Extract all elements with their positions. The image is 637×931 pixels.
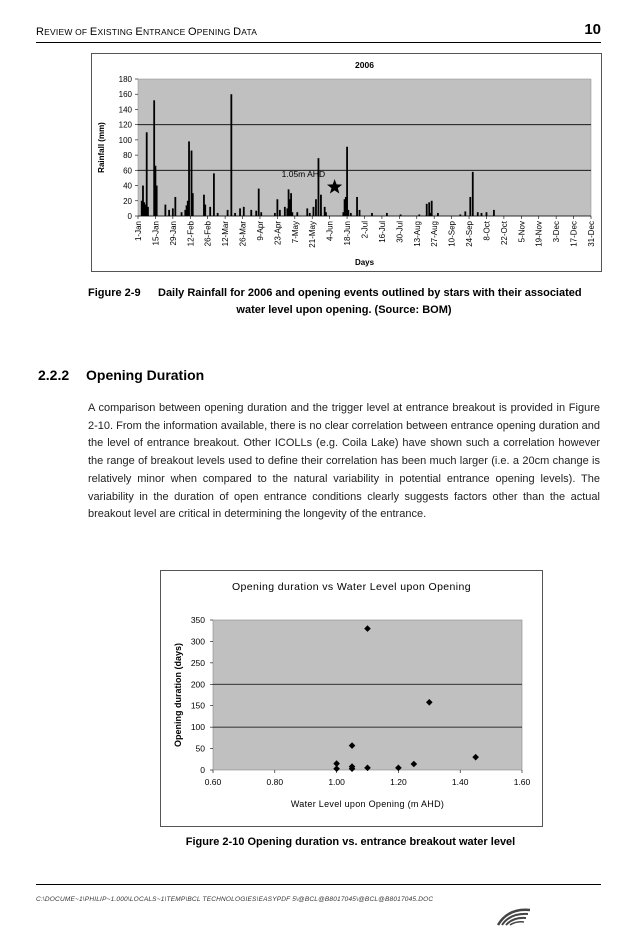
x-axis-label: Days bbox=[354, 258, 375, 267]
rainfall-bar bbox=[172, 208, 174, 216]
x-tick-label: 27-Aug bbox=[430, 221, 440, 247]
section-title: Opening Duration bbox=[86, 367, 205, 383]
rainfall-bar bbox=[291, 212, 293, 216]
figure-2-9-label: Figure 2-9 bbox=[88, 287, 141, 299]
x-tick-label: 9-Apr bbox=[255, 221, 265, 241]
x-tick-label: 2-Jul bbox=[360, 221, 370, 239]
y-tick-label: 0 bbox=[200, 765, 205, 775]
chart-title: 2006 bbox=[355, 60, 374, 70]
rainfall-bar bbox=[174, 197, 176, 216]
rainfall-bar bbox=[284, 207, 286, 216]
x-tick-label: 12-Mar bbox=[221, 221, 231, 247]
rainfall-bar bbox=[469, 197, 471, 216]
x-tick-label: 17-Dec bbox=[569, 221, 579, 247]
rainfall-bar bbox=[459, 214, 461, 216]
x-tick-label: 3-Dec bbox=[552, 221, 562, 243]
rainfall-bar bbox=[250, 210, 252, 216]
body-paragraph: A comparison between opening duration and the trigger level at entrance breakout is provided in Figure 2-10. From the information available, there is no clear correlation between entrance opening duration and the level of entrance breakout. Other ICOLLs (e.g. Coila Lake) have shown such a correlation however the range of breakout levels used to define their correlation has been much larger (i.e. a 20cm change is relatively minor when compared to the natural variability in potential entrance opening levels). The variability in the duration of open entrance conditions clearly suggests factors other than the actual breakout level are critical in determining the longevity of the entrance. bbox=[88, 402, 600, 521]
company-logo bbox=[496, 906, 532, 931]
rainfall-bar bbox=[486, 212, 488, 216]
x-tick-label: 23-Apr bbox=[273, 221, 283, 246]
rainfall-chart bbox=[91, 53, 602, 272]
rainfall-bar bbox=[318, 158, 320, 216]
y-tick-label: 0 bbox=[127, 212, 132, 221]
y-tick-label: 100 bbox=[118, 135, 132, 145]
rainfall-bar bbox=[146, 132, 148, 216]
rainfall-bar bbox=[209, 207, 211, 216]
rainfall-bar bbox=[192, 193, 194, 216]
x-tick-label: 1.60 bbox=[513, 777, 531, 787]
rainfall-bar bbox=[431, 201, 433, 216]
rainfall-bar bbox=[204, 205, 206, 216]
x-tick-label: 1.20 bbox=[390, 777, 407, 787]
rainfall-bar bbox=[426, 204, 428, 216]
rainfall-bar bbox=[227, 210, 229, 216]
x-tick-label: 22-Oct bbox=[499, 221, 509, 246]
x-tick-label: 19-Nov bbox=[534, 221, 544, 247]
y-tick-label: 140 bbox=[118, 105, 132, 115]
y-tick-label: 200 bbox=[190, 679, 205, 690]
rainfall-bar bbox=[472, 172, 474, 216]
rainfall-bar bbox=[386, 213, 388, 216]
x-tick-label: 12-Feb bbox=[186, 221, 196, 247]
running-header-title: REVIEW OF EXISTING ENTRANCE OPENING DATA bbox=[36, 26, 258, 38]
rainfall-bar bbox=[276, 199, 278, 216]
rainfall-bar bbox=[356, 197, 358, 216]
x-tick-label: 8-Oct bbox=[482, 221, 492, 241]
chart-title: Opening duration vs Water Level upon Opening bbox=[231, 581, 472, 593]
y-tick-label: 300 bbox=[190, 636, 205, 647]
opening-level-annotation: 1.05m AHD bbox=[281, 169, 326, 180]
figure-2-9-caption-line1: Daily Rainfall for 2006 and opening events outlined by stars with their associated bbox=[158, 287, 582, 299]
x-tick-label: 21-May bbox=[308, 221, 318, 248]
x-tick-label: 10-Sep bbox=[447, 221, 457, 247]
page-number: 10 bbox=[584, 21, 601, 38]
rainfall-bar bbox=[400, 214, 402, 216]
y-axis-label: Opening duration (days) bbox=[173, 642, 183, 748]
y-tick-label: 250 bbox=[190, 657, 205, 668]
rainfall-bar bbox=[313, 207, 315, 216]
x-tick-label: 29-Jan bbox=[168, 221, 178, 246]
header-divider bbox=[36, 42, 601, 43]
y-tick-label: 80 bbox=[123, 151, 132, 161]
rainfall-bar bbox=[188, 141, 190, 216]
rainfall-bar bbox=[306, 208, 308, 216]
x-tick-label: 26-Mar bbox=[238, 221, 248, 247]
rainfall-bar bbox=[255, 211, 257, 216]
rainfall-bar bbox=[371, 213, 373, 216]
x-tick-label: 18-Jun bbox=[343, 221, 353, 246]
x-tick-label: 5-Nov bbox=[517, 221, 527, 243]
rainfall-bar bbox=[477, 212, 479, 216]
x-tick-label: 0.60 bbox=[204, 777, 222, 787]
rainfall-bar bbox=[234, 213, 236, 216]
rainfall-bar bbox=[325, 212, 327, 216]
plot-area bbox=[138, 79, 591, 216]
y-tick-label: 150 bbox=[190, 700, 205, 711]
figure-2-9-caption-line2: water level upon opening. (Source: BOM) bbox=[236, 304, 452, 316]
footer-divider bbox=[36, 884, 601, 885]
rainfall-bar bbox=[315, 199, 317, 216]
y-tick-label: 20 bbox=[123, 196, 132, 206]
figure-2-9-caption bbox=[88, 285, 600, 319]
rainfall-bar bbox=[213, 173, 215, 216]
rainfall-bar bbox=[217, 213, 219, 216]
rainfall-bar bbox=[296, 212, 298, 216]
x-tick-label: 30-Jul bbox=[395, 221, 405, 243]
company-logo-mark bbox=[496, 906, 532, 926]
section-heading bbox=[38, 367, 204, 383]
rainfall-bar bbox=[181, 212, 183, 216]
x-tick-label: 13-Aug bbox=[412, 221, 422, 247]
x-tick-label: 15-Jan bbox=[151, 221, 161, 246]
rainfall-bar bbox=[258, 189, 260, 216]
rainfall-bar bbox=[481, 213, 483, 216]
plot-area bbox=[213, 620, 522, 770]
rainfall-bar bbox=[168, 210, 170, 216]
x-tick-label: 1.40 bbox=[451, 777, 469, 787]
rainfall-bar bbox=[493, 210, 495, 216]
y-tick-label: 40 bbox=[123, 181, 132, 191]
duration-scatter-chart bbox=[160, 570, 543, 827]
x-tick-label: 1-Jan bbox=[134, 221, 143, 242]
figure-2-10-caption: Figure 2-10 Opening duration vs. entrance breakout water level bbox=[185, 836, 516, 848]
x-tick-label: 16-Jul bbox=[377, 221, 387, 243]
y-tick-label: 160 bbox=[118, 90, 132, 100]
x-tick-label: 0.80 bbox=[266, 777, 284, 787]
rainfall-bar bbox=[274, 213, 276, 216]
y-tick-label: 50 bbox=[195, 743, 205, 754]
rainfall-bar bbox=[437, 213, 439, 216]
x-tick-label: 1.00 bbox=[328, 777, 345, 787]
x-tick-label: 24-Sep bbox=[465, 221, 475, 247]
rainfall-bar bbox=[347, 210, 349, 216]
y-tick-label: 60 bbox=[123, 166, 132, 176]
rainfall-bar bbox=[320, 195, 322, 216]
x-axis-label: Water Level upon Opening (m AHD) bbox=[290, 799, 445, 809]
rainfall-bar bbox=[230, 94, 232, 216]
rainfall-bar bbox=[243, 207, 245, 216]
rainfall-bar bbox=[464, 211, 466, 216]
footer-file-path: C:\DOCUME~1\PHILIP~1.000\LOCALS~1\TEMP\BCL TECHNOLOGIES\EASYPDF 5\@BCL@B8017045\@BCL@B8017045.DOC bbox=[36, 896, 434, 903]
rainfall-bar bbox=[156, 186, 158, 216]
rainfall-bar bbox=[279, 210, 281, 216]
y-tick-label: 100 bbox=[190, 722, 205, 733]
rainfall-bar bbox=[418, 214, 420, 216]
y-tick-label: 120 bbox=[118, 120, 132, 130]
rainfall-chart-svg bbox=[92, 54, 601, 271]
section-number: 2.2.2 bbox=[38, 367, 70, 383]
rainfall-bar bbox=[346, 147, 348, 216]
rainfall-bar bbox=[350, 213, 352, 216]
y-tick-label: 350 bbox=[190, 615, 205, 625]
x-tick-label: 4-Jun bbox=[325, 221, 335, 242]
rainfall-bar bbox=[164, 205, 166, 216]
rainfall-bar bbox=[260, 212, 262, 216]
x-tick-label: 26-Feb bbox=[203, 221, 213, 247]
x-tick-label: 7-May bbox=[290, 221, 300, 244]
y-tick-label: 180 bbox=[118, 75, 132, 84]
rainfall-bar bbox=[359, 210, 361, 216]
x-tick-label: 31-Dec bbox=[587, 221, 596, 247]
rainfall-bar bbox=[309, 213, 311, 216]
rainfall-bar bbox=[239, 208, 241, 216]
duration-scatter-chart-svg bbox=[161, 571, 542, 826]
y-axis-label: Rainfall (mm) bbox=[97, 122, 106, 173]
rainfall-bar bbox=[147, 207, 149, 216]
